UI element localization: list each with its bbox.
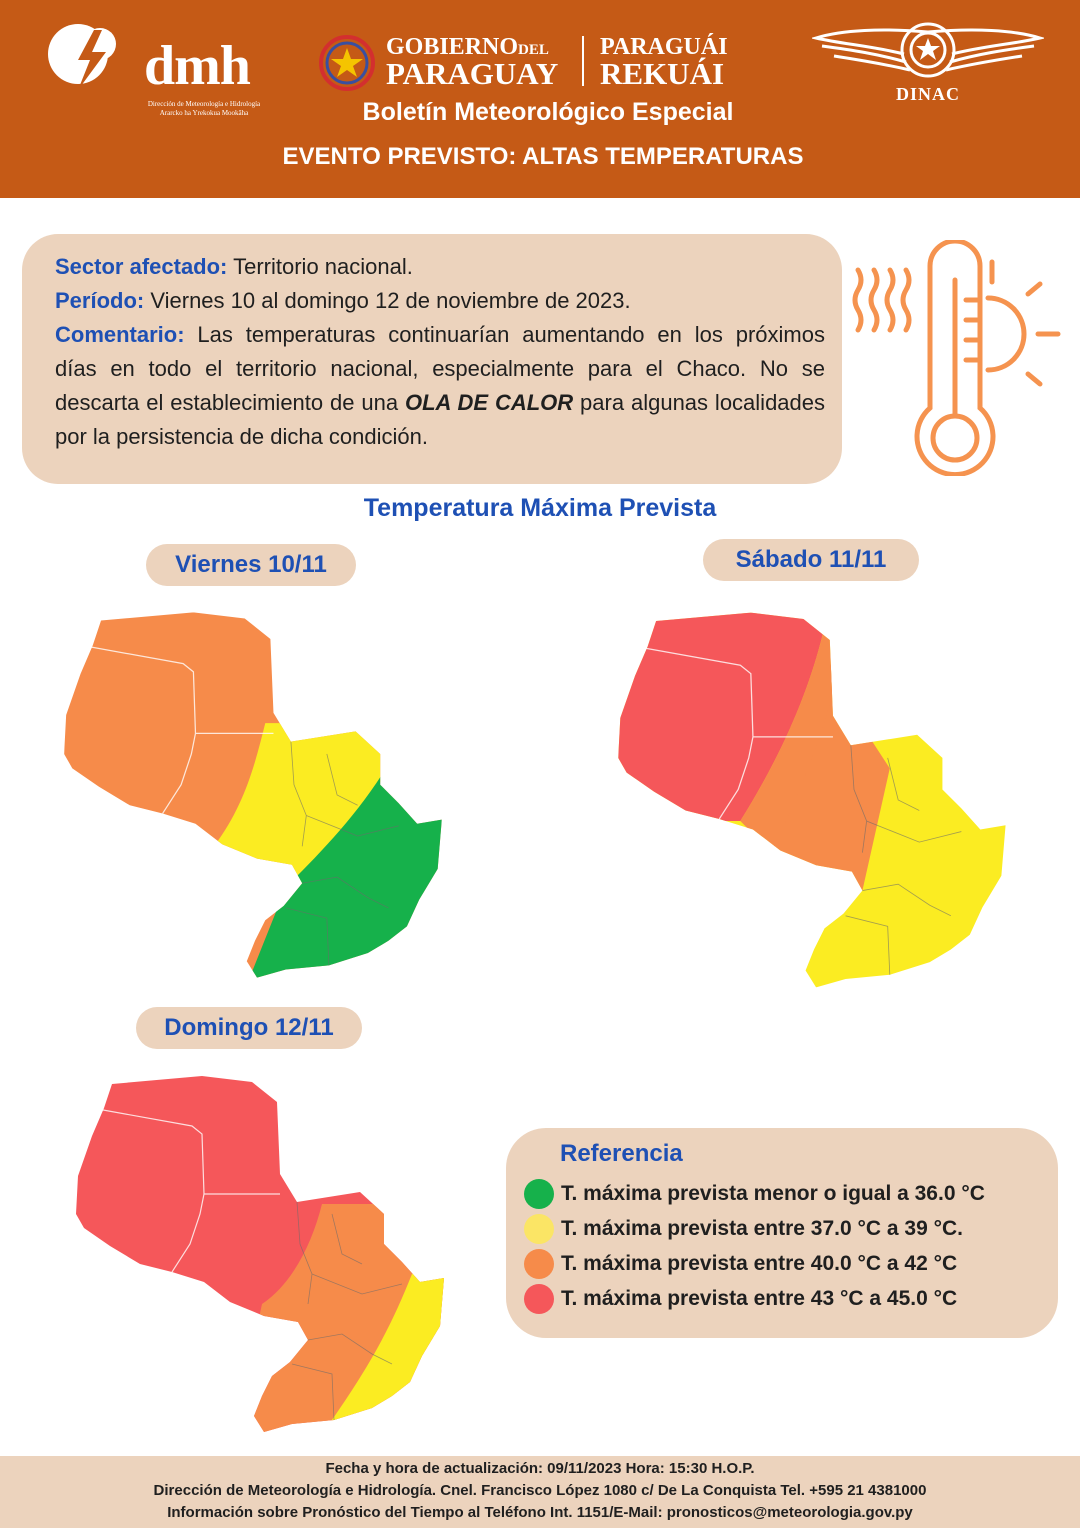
national-seal-icon	[318, 34, 378, 92]
legend-label: T. máxima prevista entre 40.0 °C a 42 °C	[561, 1252, 958, 1275]
gov-separator	[582, 36, 584, 86]
footer-update-time: Fecha y hora de actualización: 09/11/2023 Hora: 15:30 H.O.P.	[325, 1460, 755, 1477]
info-box	[22, 234, 842, 484]
event-title: EVENTO PREVISTO: ALTAS TEMPERATURAS	[282, 143, 804, 170]
legend-label: T. máxima prevista menor o igual a 36.0 °C	[561, 1182, 985, 1205]
legend-item-red	[524, 1283, 957, 1315]
map-domingo	[72, 1064, 452, 1444]
period-value: Viernes 10 al domingo 12 de noviembre de 2023.	[144, 288, 631, 313]
legend-title: Referencia	[560, 1140, 683, 1167]
legend-dot-red	[524, 1284, 554, 1314]
comment-line	[55, 318, 825, 454]
sector-value: Territorio nacional.	[227, 254, 413, 279]
footer-contact: Información sobre Pronóstico del Tiempo al Teléfono Int. 1151/E-Mail: pronosticos@meteorologia.gov.py	[167, 1504, 913, 1521]
dmh-cloud-bolt-icon	[44, 16, 124, 96]
legend-item-green	[524, 1178, 985, 1210]
dinac-wings-icon	[812, 16, 1044, 86]
sector-line	[55, 250, 825, 284]
comment-emphasis: OLA DE CALOR	[404, 390, 574, 415]
dmh-subtitle-1: Dirección de Meteorología e Hidrología	[147, 100, 261, 108]
day-label-viernes: Viernes 10/11	[146, 544, 356, 586]
sector-label: Sector afectado:	[55, 254, 228, 279]
thermometer-sun-icon	[848, 240, 1064, 476]
dinac-logo	[812, 16, 1044, 108]
gov-line1-small: DEL	[518, 42, 549, 58]
day-label-domingo: Domingo 12/11	[136, 1007, 362, 1049]
footer-address: Dirección de Meteorología e Hidrología. Cnel. Francisco López 1080 c/ De La Conquista Tel. +595 21 4381000	[153, 1482, 927, 1499]
gov-line3: PARAGUÁI	[600, 34, 728, 60]
legend-item-orange	[524, 1248, 957, 1280]
info-text	[55, 250, 825, 454]
legend-label: T. máxima prevista entre 43 °C a 45.0 °C	[561, 1287, 958, 1310]
maps-section-title: Temperatura Máxima Prevista	[363, 494, 717, 522]
gov-line4: REKUÁI	[600, 56, 725, 91]
comment-value-2: para algunas localidades por la persistencia de dicha condición.	[55, 390, 826, 449]
legend-dot-green	[524, 1179, 554, 1209]
comment-value-1: Las temperaturas continuarían aumentando en los próximos días en todo el territorio nacional, especialmente para el Chaco. No se descarta el establecimiento de una	[55, 322, 825, 415]
legend-dot-yellow	[524, 1214, 554, 1244]
bulletin-title: Boletín Meteorológico Especial	[362, 98, 734, 126]
header-banner	[0, 0, 1080, 198]
legend-label: T. máxima prevista entre 37.0 °C a 39 °C.	[561, 1217, 963, 1240]
legend-item-yellow	[524, 1213, 963, 1245]
day-label-sabado: Sábado 11/11	[703, 539, 919, 581]
comment-label: Comentario:	[55, 322, 185, 347]
dinac-text: DINAC	[895, 84, 960, 104]
map-sabado	[614, 600, 1014, 1000]
period-line	[55, 284, 825, 318]
gov-line2: PARAGUAY	[386, 56, 559, 91]
dmh-subtitle-2: Ararcko ha Yrekokua Mookãha	[159, 109, 249, 117]
gobierno-logo	[318, 32, 758, 92]
map-viernes	[60, 600, 450, 990]
period-label: Período:	[55, 288, 145, 313]
footer	[0, 1456, 1080, 1528]
dmh-name: dmh	[144, 35, 250, 97]
gov-line1: GOBIERNODEL	[386, 34, 549, 60]
legend-dot-orange	[524, 1249, 554, 1279]
legend-box	[506, 1128, 1058, 1338]
